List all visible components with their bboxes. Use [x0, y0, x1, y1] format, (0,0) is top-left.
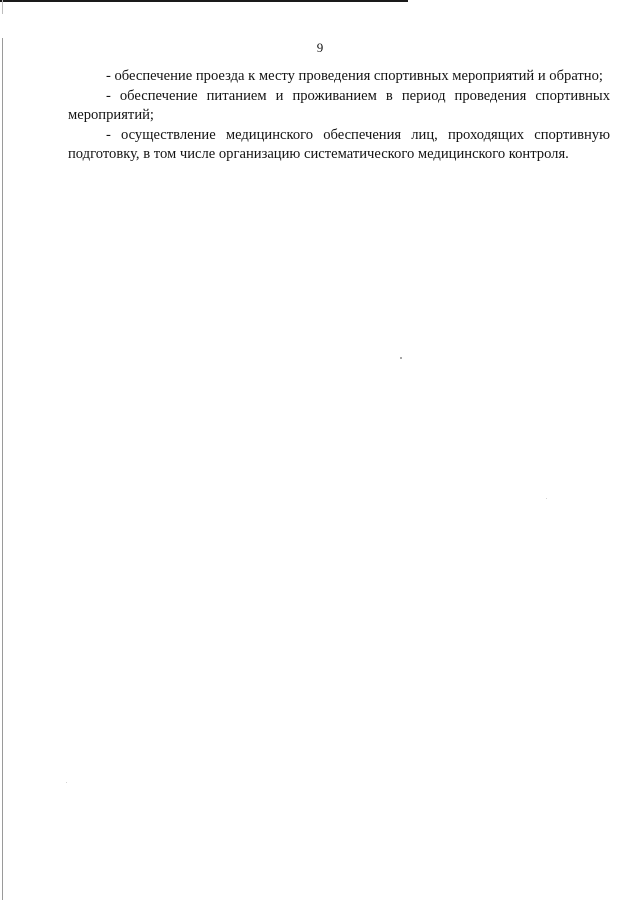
- scan-edge-left-upper: [2, 0, 3, 14]
- scan-speck: [400, 357, 402, 359]
- body-text: [68, 67, 610, 165]
- paragraph-meals-accommodation: - обеспечение питанием и проживанием в период проведения спортивных мероприятий;: [68, 87, 610, 124]
- scan-edge-top: [0, 0, 408, 2]
- paragraph-travel: - обеспечение проезда к месту проведения спортивных мероприятий и обратно;: [106, 68, 603, 84]
- paragraph-medical-support: - осуществление медицинского обеспечения лиц, проходящих спортивную подготовку, в том числе организацию систематического медицинского контроля.: [68, 126, 610, 163]
- scan-speck: [546, 498, 547, 499]
- scan-edge-left: [2, 38, 3, 900]
- scan-speck: [66, 782, 67, 783]
- page-number: 9: [316, 40, 324, 55]
